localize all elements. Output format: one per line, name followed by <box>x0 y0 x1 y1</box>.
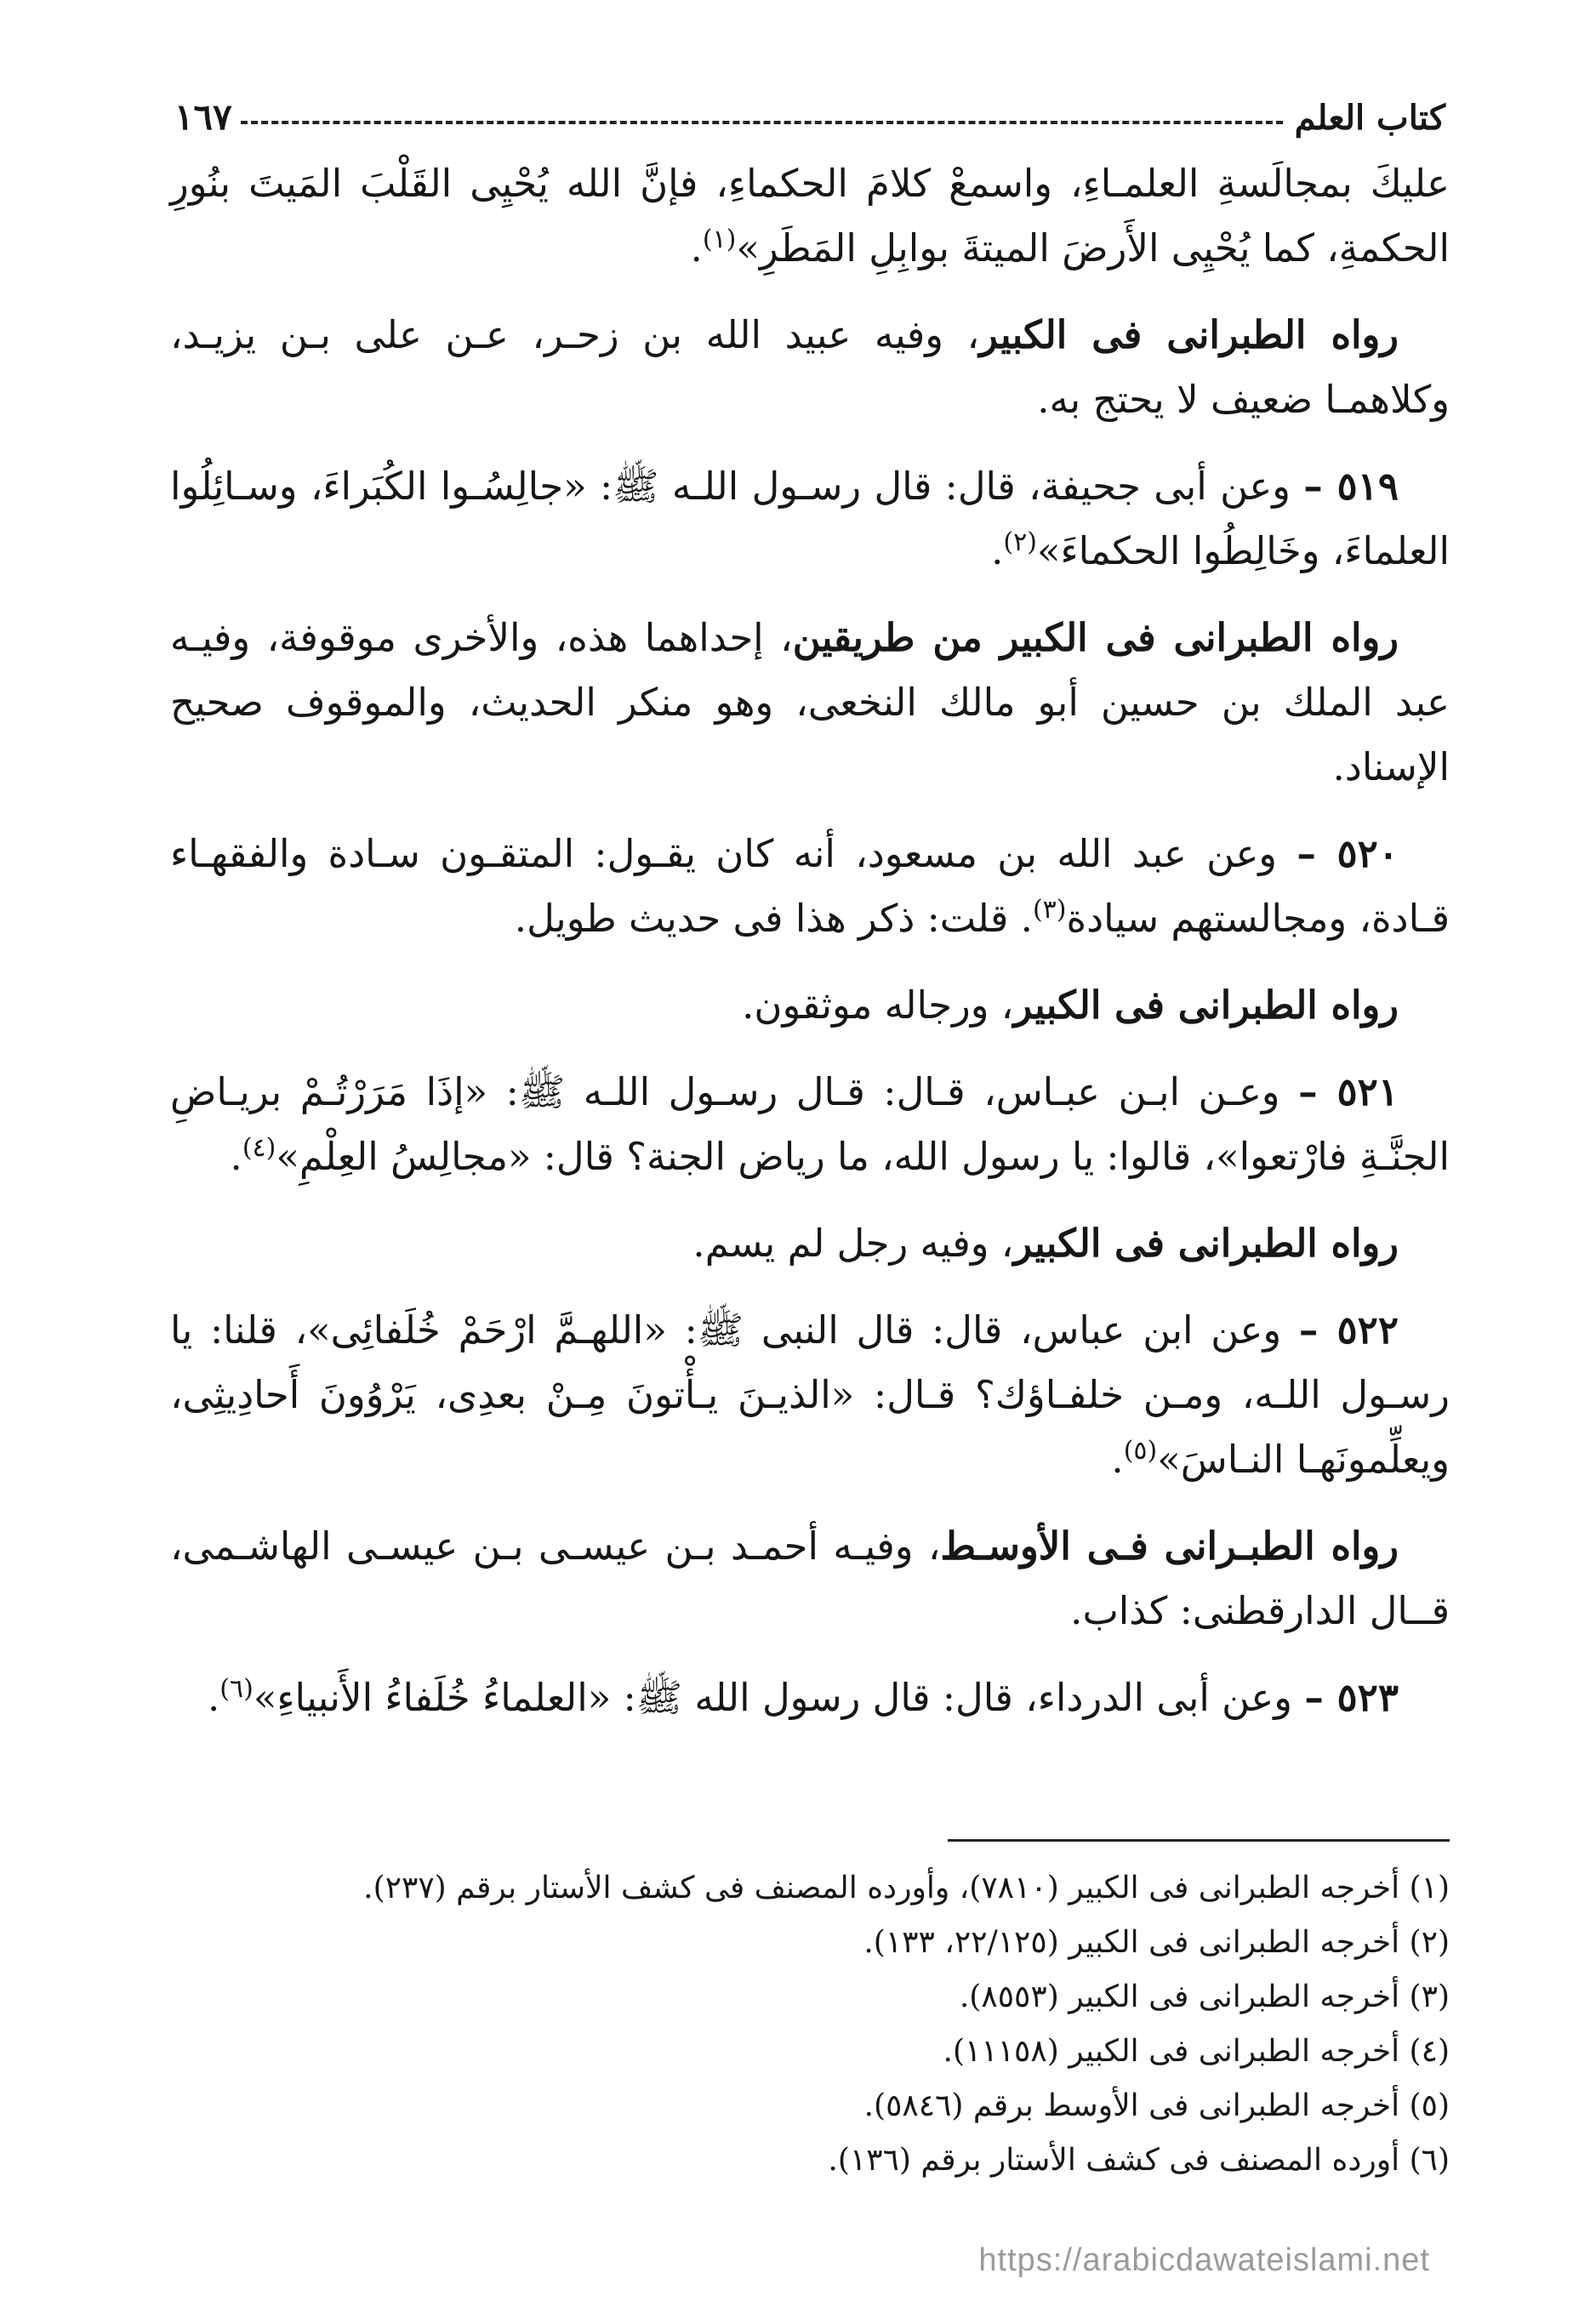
paragraph-text: ، ورجاله موثقون. <box>742 983 1014 1028</box>
paragraph-text: وعن عبد الله بن مسعود، أنه كان يقـول: المتقـون سـادة والفقهـاء قـادة، ومجالستهم سيادة <box>170 831 1450 941</box>
source-lead: رواه الطبرانى فى الكبير <box>1013 1221 1399 1266</box>
narration-source <box>170 1514 1450 1643</box>
hadith-520 <box>170 822 1450 951</box>
footnote-marker: (٣) <box>1032 895 1067 925</box>
footnote-item: (٥) أخرجه الطبرانى فى الأوسط برقم (٥٨٤٦). <box>863 2088 1450 2123</box>
running-title: كتاب العلم <box>1294 98 1445 138</box>
footnotes <box>170 1861 1450 2188</box>
footnote-marker: (٦) <box>219 1674 254 1704</box>
hadith-521 <box>170 1060 1450 1189</box>
paragraph-continuation <box>170 151 1450 281</box>
page-number: ١٦٧ <box>174 96 232 138</box>
hadith-number: ٥٢٢ – <box>1298 1307 1399 1353</box>
source-lead: رواه الطبـرانى فـى الأوسـط <box>940 1524 1399 1569</box>
paragraph-tail: . <box>207 1675 220 1720</box>
source-watermark: https://arabicdawateislami.net <box>978 2242 1430 2278</box>
hadith-number: ٥٢١ – <box>1298 1069 1399 1114</box>
footnote-marker: (٢) <box>1003 527 1037 557</box>
hadith-number: ٥٢٠ – <box>1297 831 1399 876</box>
footnote-separator <box>948 1839 1450 1842</box>
hadith-number: ٥٢٣ – <box>1304 1675 1399 1720</box>
narration-source <box>170 973 1450 1038</box>
footnote-item: (٦) أورده المصنف فى كشف الأستار برقم (١٣٦). <box>828 2143 1450 2178</box>
footnote-item: (٤) أخرجه الطبرانى فى الكبير (١١١٥٨). <box>943 2034 1450 2069</box>
header-divider <box>241 121 1283 124</box>
source-lead: رواه الطبرانى فى الكبير <box>1013 983 1399 1028</box>
paragraph-tail: . قلت: ذكر هذا فى حديث طويل. <box>514 896 1033 941</box>
paragraph-text: وعـن ابـن عبـاس، قـال: قـال رسـول اللـه ﷺ: «إذَا مَرَرْتُـمْ بريـاضِ الجنَّـةِ فارْتعوا»، قالوا: يا رسول الله، ما رياض الجنة؟ قال: «مجالِسُ العِلْمِ» <box>170 1069 1450 1179</box>
footnote-marker: (١) <box>702 225 737 254</box>
footnote-item: (٢) أخرجه الطبرانى فى الكبير (٢٢/١٢٥، ١٣٣). <box>863 1925 1450 1960</box>
paragraph-tail: . <box>1111 1437 1124 1482</box>
narration-source <box>170 303 1450 432</box>
narration-source <box>170 1211 1450 1276</box>
page-header <box>174 78 1445 138</box>
paragraph-text: وعن أبى الدرداء، قال: قال رسول الله ﷺ: «العلماءُ خُلَفاءُ الأَنبياءِ» <box>253 1675 1305 1720</box>
paragraph-text: عليكَ بمجالَسةِ العلمـاءِ، واسمعْ كلامَ الحكماءِ، فإنَّ الله يُحْيِى القَلْبَ المَيتَ بنُورِ الحكمةِ، كما يُحْيِى الأَرضَ الميتةَ بوابِلِ المَطَرِ» <box>170 161 1450 271</box>
footnote-item: (٣) أخرجه الطبرانى فى الكبير (٨٥٥٣). <box>959 1979 1450 2014</box>
paragraph-text: ، وفيـه أحمـد بـن عيسـى بـن عيسـى الهاشـمى، قــال الدارقطنى: كذاب. <box>170 1524 1450 1633</box>
footnote-item: (١) أخرجه الطبرانى فى الكبير (٧٨١٠)، وأورده المصنف فى كشف الأستار برقم (٢٣٧). <box>363 1871 1450 1905</box>
paragraph-text: ، وفيه رجل لم يسم. <box>692 1221 1014 1266</box>
narration-source <box>170 606 1450 800</box>
paragraph-tail: . <box>991 528 1004 573</box>
main-text <box>170 151 1450 1752</box>
footnote-marker: (٥) <box>1123 1436 1158 1466</box>
hadith-519 <box>170 454 1450 584</box>
hadith-number: ٥١٩ – <box>1303 464 1399 509</box>
source-lead: رواه الطبرانى فى الكبير من طريقين <box>792 615 1399 660</box>
source-lead: رواه الطبرانى فى الكبير <box>979 312 1399 357</box>
paragraph-tail: . <box>690 225 703 271</box>
hadith-523 <box>170 1666 1450 1730</box>
footnote-marker: (٤) <box>242 1133 276 1163</box>
paragraph-text: ، وفيه عبيد الله بن زحـر، عـن على بـن يزيـد، وكلاهمـا ضعيف لا يحتج به. <box>170 312 1450 422</box>
paragraph-text: ، إحداهما هذه، والأخرى موقوفة، وفيـه عبد الملك بن حسين أبو مالك النخعى، وهو منكر الحديث، والموقوف صحيح الإسناد. <box>170 615 1450 789</box>
hadith-522 <box>170 1298 1450 1492</box>
paragraph-text: وعن ابن عباس، قال: قال النبى ﷺ: «اللهـمَّ ارْحَمْ خُلَفائِى»، قلنا: يا رسـول اللـه، ومـن خلفـاؤك؟ قـال: «الذيـنَ يـأْتونَ مِـنْ بعدِى، يَرْوُونَ أَحادِيثِى، ويعلِّمونَهـا النـاسَ» <box>170 1307 1450 1482</box>
paragraph-tail: . <box>230 1134 242 1179</box>
paragraph-text: وعن أبى جحيفة، قال: قال رسـول اللـه ﷺ: «جالِسُـوا الكُبَراءَ، وسـائِلُوا العلماءَ، وخَالِطُوا الحكماءَ» <box>170 464 1450 573</box>
